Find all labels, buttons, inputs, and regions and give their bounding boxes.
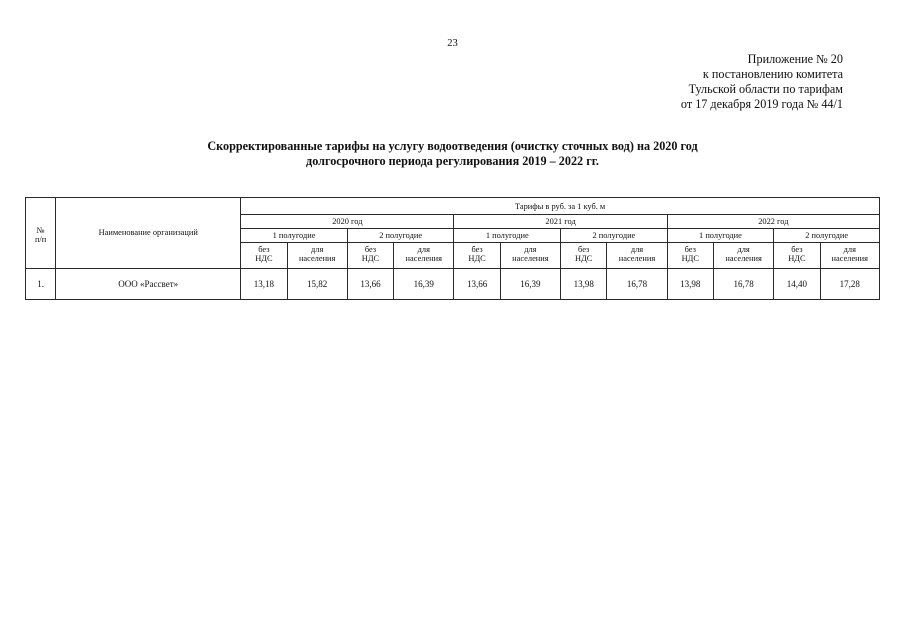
subheader-text: населения [512,254,549,263]
subheader-text: без [684,245,696,254]
subheader-no-vat [774,243,820,269]
header-number-cell [26,198,56,269]
half-year-header: 2 полугодие [561,229,668,243]
appendix-line: Приложение № 20 [747,52,843,66]
tariff-value: 13,66 [454,269,500,300]
subheader-population [820,243,879,269]
appendix-line: к постановлению комитета [702,67,843,81]
header-number-sub: п/п [34,235,47,244]
tariff-value: 13,66 [347,269,393,300]
appendix-line: Тульской области по тарифам [688,82,843,96]
tariff-value: 15,82 [287,269,347,300]
subheader-text: НДС [255,254,273,263]
header-number: № [36,226,45,235]
header-name: Наименование организаций [56,198,241,269]
organization-name: ООО «Рассвет» [56,269,241,300]
subheader-text: без [578,245,590,254]
subheader-text: для [630,245,644,254]
subheader-text: населения [831,254,868,263]
tariff-value: 16,39 [500,269,560,300]
header-row [26,198,880,215]
tariffs-table [25,197,880,300]
tariff-value: 17,28 [820,269,879,300]
year-header: 2020 год [241,215,454,229]
year-header: 2021 год [454,215,667,229]
subheader-text: без [791,245,803,254]
subheader-population [500,243,560,269]
subheader-no-vat [347,243,393,269]
half-year-header: 2 полугодие [774,229,880,243]
tariff-value: 14,40 [774,269,820,300]
subheader-text: для [524,245,537,254]
subheader-no-vat [667,243,713,269]
subheader-text: для [843,245,856,254]
subheader-text: для [311,245,324,254]
half-year-header: 1 полугодие [241,229,348,243]
table-row [26,269,880,300]
subheader-population [394,243,454,269]
subheader-text: НДС [468,254,486,263]
tariff-value: 13,18 [241,269,287,300]
subheader-text: без [471,245,483,254]
subheader-no-vat [454,243,500,269]
subheader-text: населения [725,254,762,263]
subheader-text: населения [298,254,336,263]
subheader-no-vat [241,243,287,269]
subheader-text: населения [618,254,656,263]
appendix-line: от 17 декабря 2019 года № 44/1 [680,97,843,111]
half-year-header: 1 полугодие [454,229,561,243]
subheader-population [713,243,773,269]
subheader-text: для [737,245,750,254]
tariff-value: 13,98 [561,269,607,300]
subheader-no-vat [561,243,607,269]
page-number: 23 [447,38,458,49]
tariff-value: 13,98 [667,269,713,300]
half-year-header: 2 полугодие [347,229,454,243]
title-line: долгосрочного периода регулирования 2019 – 2022 гг. [306,154,599,168]
tariff-value: 16,78 [713,269,773,300]
title-line: Скорректированные тарифы на услугу водоотведения (очистку сточных вод) на 2020 год [207,139,698,153]
half-year-header: 1 полугодие [667,229,774,243]
subheader-text: НДС [788,254,806,263]
subheader-text: НДС [361,254,380,263]
subheader-population [287,243,347,269]
tariff-value: 16,39 [394,269,454,300]
header-tariffs: Тарифы в руб. за 1 куб. м [241,198,880,215]
subheader-text: без [258,245,270,254]
tariff-value: 16,78 [607,269,667,300]
subheader-text: НДС [575,254,593,263]
document-title [0,139,905,169]
subheader-text: НДС [681,254,699,263]
year-header: 2022 год [667,215,879,229]
subheader-text: для [417,245,430,254]
row-number: 1. [26,269,56,300]
subheader-text: населения [405,254,442,263]
subheader-population [607,243,667,269]
appendix-block [681,52,843,112]
subheader-text: без [364,245,377,254]
